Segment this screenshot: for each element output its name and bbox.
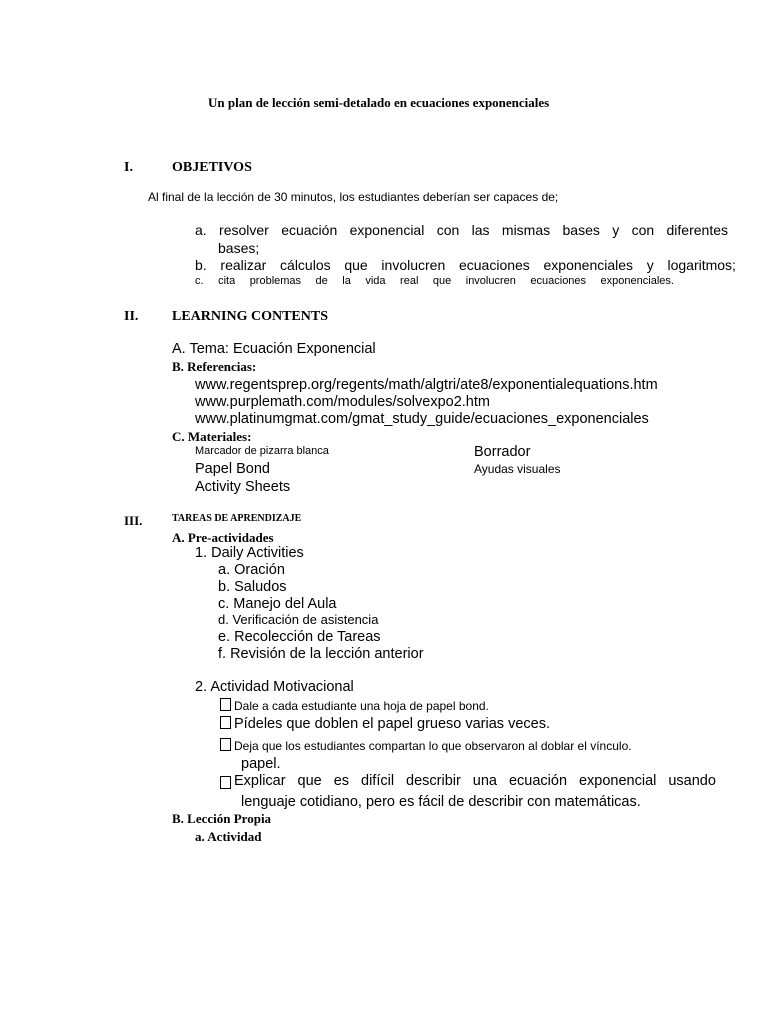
word: ecuación — [281, 222, 338, 238]
bullet-text: Pídeles que doblen el papel grueso varias veces. — [234, 716, 550, 732]
checkbox-icon — [220, 776, 231, 789]
word: difícil — [361, 773, 395, 789]
word: diferentes — [666, 222, 728, 238]
word: vida — [365, 275, 386, 287]
word: problemas — [249, 275, 302, 287]
word: y — [612, 222, 620, 238]
word: y — [646, 257, 654, 273]
word: una — [472, 773, 497, 789]
material-item: Marcador de pizarra blanca — [195, 445, 329, 457]
word: de — [315, 275, 328, 287]
reference-link[interactable]: www.regentsprep.org/regents/math/algtri/ate8/exponentialequations.htm — [195, 377, 658, 393]
material-item: Borrador — [474, 444, 531, 460]
activity-heading: a. Actividad — [195, 829, 262, 844]
objective-a — [195, 222, 728, 238]
word: bases — [562, 222, 600, 238]
pre-activities-heading: A. Pre-actividades — [172, 530, 274, 545]
list-item: d. Verificación de asistencia — [218, 612, 379, 627]
bullet-item — [220, 716, 550, 732]
document-title: Un plan de lección semi-detalado en ecuaciones exponenciales — [208, 95, 550, 110]
bullet-item — [220, 738, 632, 753]
material-item: Activity Sheets — [195, 479, 291, 495]
word: que — [344, 257, 368, 273]
checkbox-icon — [220, 698, 231, 711]
objectives-intro: Al final de la lección de 30 minutos, los estudiantes deberían ser capaces de; — [148, 190, 559, 204]
word: es — [333, 773, 350, 789]
word: que — [297, 773, 322, 789]
word: describir — [406, 773, 461, 789]
word: cita — [218, 275, 236, 287]
word: logaritmos; — [667, 257, 736, 273]
bullet-text: Deja que los estudiantes compartan lo que observaron al doblar el vínculo. — [234, 739, 632, 753]
word: la — [342, 275, 351, 287]
objective-a-continuation: bases; — [218, 240, 260, 256]
bullet-text: Dale a cada estudiante una hoja de papel bond. — [234, 699, 489, 713]
word: ecuaciones — [530, 275, 587, 287]
word: b. — [195, 257, 207, 273]
bullet-item — [220, 698, 489, 713]
checkbox-icon — [220, 716, 231, 729]
objective-c — [195, 275, 674, 287]
section-1-number: I. — [124, 160, 133, 175]
section-1-heading: OBJETIVOS — [172, 160, 252, 175]
word: resolver — [219, 222, 269, 238]
motivational-heading: 2. Actividad Motivacional — [195, 679, 354, 695]
section-3-heading: TAREAS DE APRENDIZAJE — [172, 513, 302, 524]
word: Explicar — [234, 773, 286, 789]
word: las — [471, 222, 490, 238]
topic-line: A. Tema: Ecuación Exponencial — [172, 341, 376, 357]
word: que — [432, 275, 452, 287]
word: con — [631, 222, 655, 238]
section-2-heading: LEARNING CONTENTS — [172, 309, 328, 324]
lesson-proper-heading: B. Lección Propia — [172, 811, 272, 826]
word: con — [436, 222, 460, 238]
references-heading: B. Referencias: — [172, 359, 257, 374]
bullet-item — [220, 773, 716, 789]
word: mismas — [501, 222, 551, 238]
word: cálculos — [280, 257, 331, 273]
word: real — [400, 275, 419, 287]
word: ecuación — [508, 773, 568, 789]
word: involucren — [465, 275, 516, 287]
bullet-continuation: papel. — [241, 756, 281, 772]
bullet-text — [234, 773, 716, 789]
reference-link[interactable]: www.purplemath.com/modules/solvexpo2.htm — [195, 394, 490, 410]
word: c. — [195, 275, 204, 287]
word: realizar — [220, 257, 267, 273]
material-item: Ayudas visuales — [474, 462, 561, 476]
word: ecuaciones — [458, 257, 530, 273]
objective-b — [195, 257, 736, 273]
list-item: f. Revisión de la lección anterior — [218, 646, 424, 662]
word: exponencial — [349, 222, 425, 238]
list-item: e. Recolección de Tareas — [218, 629, 381, 645]
word: usando — [668, 773, 716, 789]
material-item: Papel Bond — [195, 461, 270, 477]
word: involucren — [381, 257, 446, 273]
bullet-continuation: lenguaje cotidiano, pero es fácil de describir con matemáticas. — [241, 794, 641, 810]
checkbox-icon — [220, 738, 231, 751]
word: exponencial — [578, 773, 657, 789]
word: a. — [195, 222, 207, 238]
materials-heading: C. Materiales: — [172, 429, 252, 444]
list-item: c. Manejo del Aula — [218, 596, 337, 612]
list-item: b. Saludos — [218, 579, 287, 595]
word: exponenciales. — [600, 275, 674, 287]
daily-activities-heading: 1. Daily Activities — [195, 545, 304, 561]
list-item: a. Oración — [218, 562, 285, 578]
section-2-number: II. — [124, 309, 139, 324]
word: exponenciales — [543, 257, 634, 273]
reference-link[interactable]: www.platinumgmat.com/gmat_study_guide/ecuaciones_exponenciales — [195, 411, 649, 427]
section-3-number: III. — [124, 513, 143, 528]
